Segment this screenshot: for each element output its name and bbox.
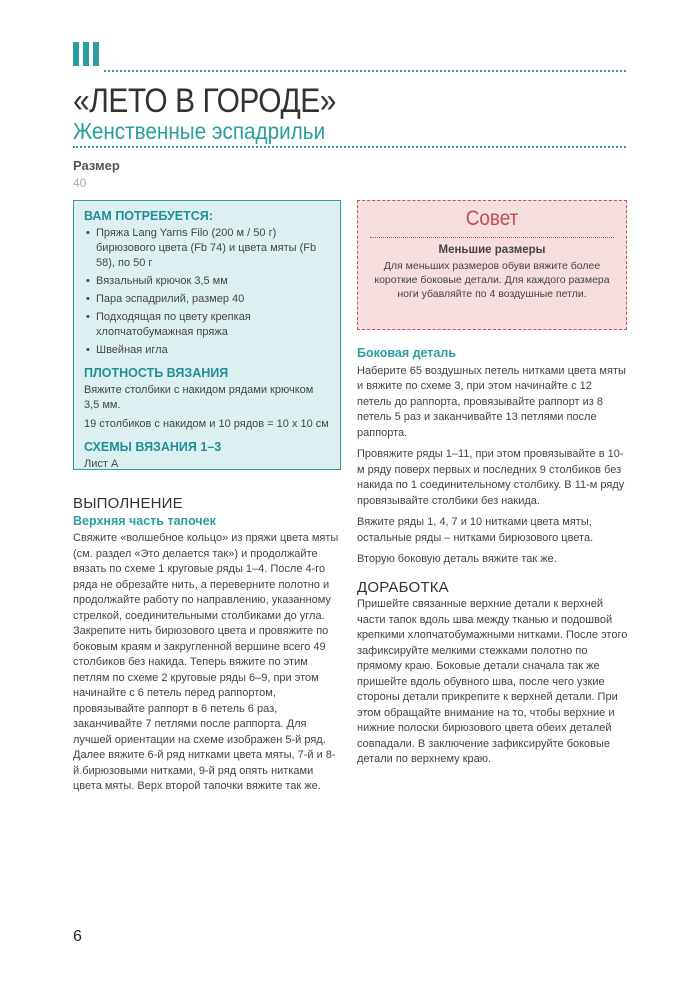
tip-box: [357, 200, 627, 330]
execution-heading: ВЫПОЛНЕНИЕ: [73, 495, 183, 512]
materials-item: • Швейная игла: [96, 343, 330, 358]
subtitle-dotted-rule: [73, 146, 626, 148]
materials-box: [73, 200, 341, 470]
materials-item: • Вязальный крючок 3,5 мм: [96, 274, 330, 289]
execution-column: [73, 496, 341, 801]
tip-heading: Меньшие размеры: [438, 244, 546, 256]
side-paragraph: Провяжите ряды 1–11, при этом провязывайте в 10-м ряду поверх первых и последних 9 столбиков без накида по 1 соединительному столбику. В 11-м ряду провязывайте столбики без накида.: [357, 448, 625, 507]
side-paragraph: Наберите 65 воздушных петель нитками цвета мяты и вяжите по схеме 3, при этом начинайте с 12 петель до раппорта, провязывайте раппорт из 8 петель 5 раз и заканчивайте 13 петлями после раппорта.: [357, 364, 626, 439]
page-subtitle: Женственные эспадрильи: [73, 118, 326, 144]
size-value: 40: [73, 176, 87, 190]
materials-item: • Пара эспадрилий, размер 40: [96, 292, 330, 307]
tip-divider: [370, 237, 614, 238]
schemes-heading: СХЕМЫ ВЯЗАНИЯ 1–3: [84, 440, 222, 454]
side-column: [357, 346, 629, 774]
materials-list: [84, 226, 330, 358]
size-label: Размер: [73, 158, 120, 173]
tip-text: Для меньших размеров обуви вяжите более короткие боковые детали. Для каждого размера ноги убавляйте по 4 воздушные петли.: [374, 260, 610, 300]
finishing-text: Пришейте связанные верхние детали к верхней части тапок вдоль шва между тканью и подошвой крепкими хлопчатобумажными нитками. После этого зафиксируйте мелкими стежками полотно по прямому краю. Боковые детали сначала так же пришейте вдоль обувного шва, после чего узкие стороны детали прикрепите к верхней детали. При этом обращайте внимание на то, чтобы верхние и нижние полоски бирюзового цвета обеих деталей совпадали. В заключение зафиксируйте боковые детали по верхнему краю.: [357, 598, 628, 765]
side-paragraph: Вяжите ряды 1, 4, 7 и 10 нитками цвета мяты, остальные ряды – нитками бирюзового цвета.: [357, 516, 594, 544]
tip-title: Совет: [465, 207, 519, 230]
finishing-heading: ДОРАБОТКА: [357, 578, 449, 596]
page-title: «ЛЕТО В ГОРОДЕ»: [73, 82, 336, 120]
gauge-heading: ПЛОТНОСТЬ ВЯЗАНИЯ: [84, 366, 229, 380]
side-paragraph: Вторую боковую деталь вяжите так же.: [357, 553, 557, 565]
gauge-text: 19 столбиков с накидом и 10 рядов = 10 х 10 см: [84, 418, 329, 430]
header-dotted-rule: [104, 70, 626, 72]
header-decoration-bars: [73, 42, 99, 66]
page-number: 6: [73, 928, 82, 945]
materials-item: • Подходящая по цвету крепкая хлопчатобумажная пряжа: [96, 310, 330, 340]
schemes-text: Лист А: [84, 458, 119, 470]
execution-subheading: Верхняя часть тапочек: [73, 513, 216, 528]
side-heading: Боковая деталь: [357, 346, 457, 360]
execution-text: Свяжите «волшебное кольцо» из пряжи цвета мяты (см. раздел «Это делается так») и продолжайте вязать по схеме 1 круговые ряды 1–4. После 4-го ряда не обрезайте нить, а переверните полотно и продолжайте работу по направлению, указанному стрелкой, соединительными столбиками до угла. Закрепите нить бирюзового цвета и провяжите по боковым краям и закругленной вершине всего 49 столбиков без накида. Теперь вяжите по этим петлям по схеме 2 круговые ряды 6–9, при этом начинайте с 6 петель перед раппортом, провязывайте раппорт в 6 петель 6 раз, заканчивайте 7 петлями после раппорта. Для лучшей ориентации на схеме изображен 5-й ряд. Далее вяжите 6-й ряд нитками цвета мяты, 7-й и 8-й бирюзовыми нитками, 9-й ряд опять нитками цвета мяты. Верх второй тапочки вяжите так же.: [73, 532, 339, 792]
materials-item: • Пряжа Lang Yarns Filo (200 м / 50 г) бирюзового цвета (Fb 74) и цвета мяты (Fb 58), по 50 г: [96, 226, 330, 271]
gauge-text: Вяжите столбики с накидом рядами крючком 3,5 мм.: [84, 384, 314, 411]
materials-heading: ВАМ ПОТРЕБУЕТСЯ:: [84, 209, 213, 223]
